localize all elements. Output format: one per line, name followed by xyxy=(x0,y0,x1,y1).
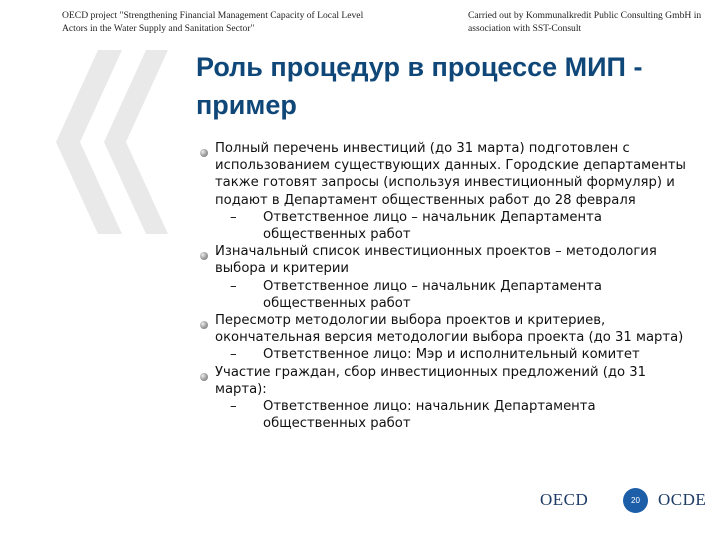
bullet-text: Участие граждан, сбор инвестиционных предложений (до 31 марта): xyxy=(215,364,647,397)
bullet-text: Полный перечень инвестиций (до 31 марта) подготовлен с использованием существующих данных. Городские департаменты также готовят запросы (используя инвестиционный формуляр) и подают в Департамент общественных работ до 28 февраля xyxy=(215,141,686,208)
sub-item-text: Ответственное лицо – начальник Департамента общественных работ xyxy=(263,209,602,243)
sub-item xyxy=(215,346,696,363)
slide-title: Роль процедур в процессе МИП - пример xyxy=(196,52,643,120)
header-project-text: OECD project "Strengthening Financial Management Capacity of Local Level Actors in the Water Supply and Sanitation Sector" xyxy=(62,10,364,34)
oecd-logo xyxy=(540,486,707,514)
logo-text-oecd: OECD xyxy=(540,490,589,509)
bullet-text: Пересмотр методологии выбора проектов и критериев, окончательная версия методологии выбора проекта (до 31 марта) xyxy=(215,313,684,346)
bullet-icon xyxy=(200,373,208,381)
sub-item-text: Ответственное лицо: Мэр и исполнительный комитет xyxy=(263,347,640,363)
bullet-icon xyxy=(200,149,208,157)
dash-marker: – xyxy=(230,399,237,415)
sub-item-text: Ответственное лицо – начальник Департамента общественных работ xyxy=(263,278,602,311)
bullet-icon xyxy=(200,321,208,329)
sub-item xyxy=(215,209,696,243)
bullet-item xyxy=(196,243,696,312)
sub-item xyxy=(215,278,696,312)
bullet-item xyxy=(196,312,696,364)
slide-content xyxy=(196,140,696,432)
sub-item-text: Ответственное лицо: начальник Департамента общественных работ xyxy=(263,399,596,432)
sub-item xyxy=(215,398,696,432)
dash-marker: – xyxy=(230,347,237,363)
dash-marker: – xyxy=(230,278,237,294)
page-number: 20 xyxy=(623,488,648,513)
logo-text-ocde: OCDE xyxy=(658,490,707,509)
bullet-item xyxy=(196,364,696,433)
bullet-text: Изначальный список инвестиционных проектов – методология выбора и критерии xyxy=(215,244,657,277)
header-contractor-text: Carried out by Kommunalkredit Public Consulting GmbH in association with SST-Consult xyxy=(468,10,702,34)
bullet-item xyxy=(196,140,696,243)
guillemet-quotes-icon xyxy=(50,42,170,242)
dash-marker: – xyxy=(230,209,237,225)
bullet-icon xyxy=(200,252,208,260)
